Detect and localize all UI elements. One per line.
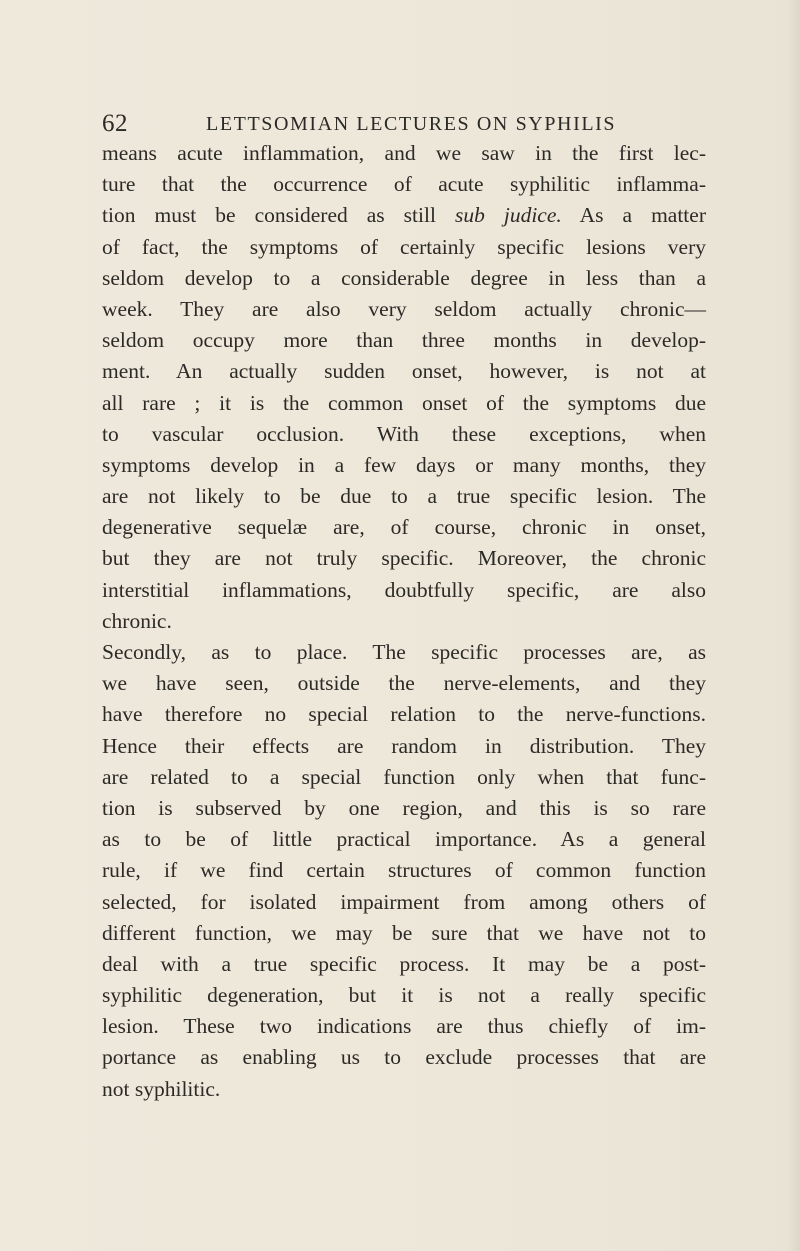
text-line: have therefore no special relation to the nerve-functions. — [102, 702, 706, 727]
text-line: week. They are also very seldom actually chronic— — [102, 296, 706, 321]
text-line: ture that the occurrence of acute syphilitic inflamma- — [102, 172, 706, 197]
text-line: interstitial inflammations, doubtfully specific, are also — [102, 577, 706, 602]
text-line: not syphilitic. — [102, 1076, 221, 1101]
text-line: as to be of little practical importance. As a general — [102, 827, 706, 852]
text-line: of fact, the symptoms of certainly specific lesions very — [102, 234, 706, 259]
text-line: syphilitic degeneration, but it is not a really specific — [102, 983, 706, 1008]
text-line: means acute inflammation, and we saw in the first lec- — [102, 141, 706, 165]
text-line: Secondly, as to place. The specific processes are, as — [102, 640, 706, 664]
text-line: all rare ; it is the common onset of the symptoms due — [102, 390, 706, 415]
text-segment: tion must be considered as still — [102, 203, 455, 228]
text-line: seldom occupy more than three months in develop- — [102, 328, 706, 353]
text-line: to vascular occlusion. With these exceptions, when — [102, 421, 706, 446]
running-head: LETTSOMIAN LECTURES ON SYPHILIS — [206, 113, 617, 135]
text-line: we have seen, outside the nerve-elements, and they — [102, 671, 706, 696]
text-line: selected, for isolated impairment from among others of — [102, 889, 706, 914]
text-line: tion is subserved by one region, and this is so rare — [102, 795, 706, 820]
text-line: rule, if we find certain structures of common function — [102, 858, 706, 883]
page-header — [102, 110, 702, 138]
text-line: chronic. — [102, 608, 172, 633]
text-line: seldom develop to a considerable degree in less than a — [102, 265, 706, 290]
text-line-with-italic — [102, 200, 706, 231]
text-line: different function, we may be sure that we have not to — [102, 920, 706, 945]
text-line: deal with a true specific process. It may be a post- — [102, 951, 706, 976]
page-edge-shadow — [786, 0, 800, 1251]
page-number: 62 — [102, 110, 128, 137]
text-line: symptoms develop in a few days or many months, they — [102, 452, 706, 477]
text-line: are related to a special function only when that func- — [102, 764, 706, 789]
body-text — [102, 138, 706, 1105]
text-line: lesion. These two indications are thus chiefly of im- — [102, 1014, 706, 1039]
text-segment: As a matter — [561, 203, 706, 228]
text-line: ment. An actually sudden onset, however, is not at — [102, 359, 706, 384]
text-line: portance as enabling us to exclude processes that are — [102, 1045, 706, 1070]
text-line: are not likely to be due to a true specific lesion. The — [102, 484, 706, 509]
text-line: degenerative sequelæ are, of course, chronic in onset, — [102, 515, 706, 540]
italic-phrase: sub judice. — [454, 203, 562, 228]
text-line: but they are not truly specific. Moreover, the chronic — [102, 546, 706, 571]
text-line: Hence their effects are random in distribution. They — [102, 733, 706, 758]
